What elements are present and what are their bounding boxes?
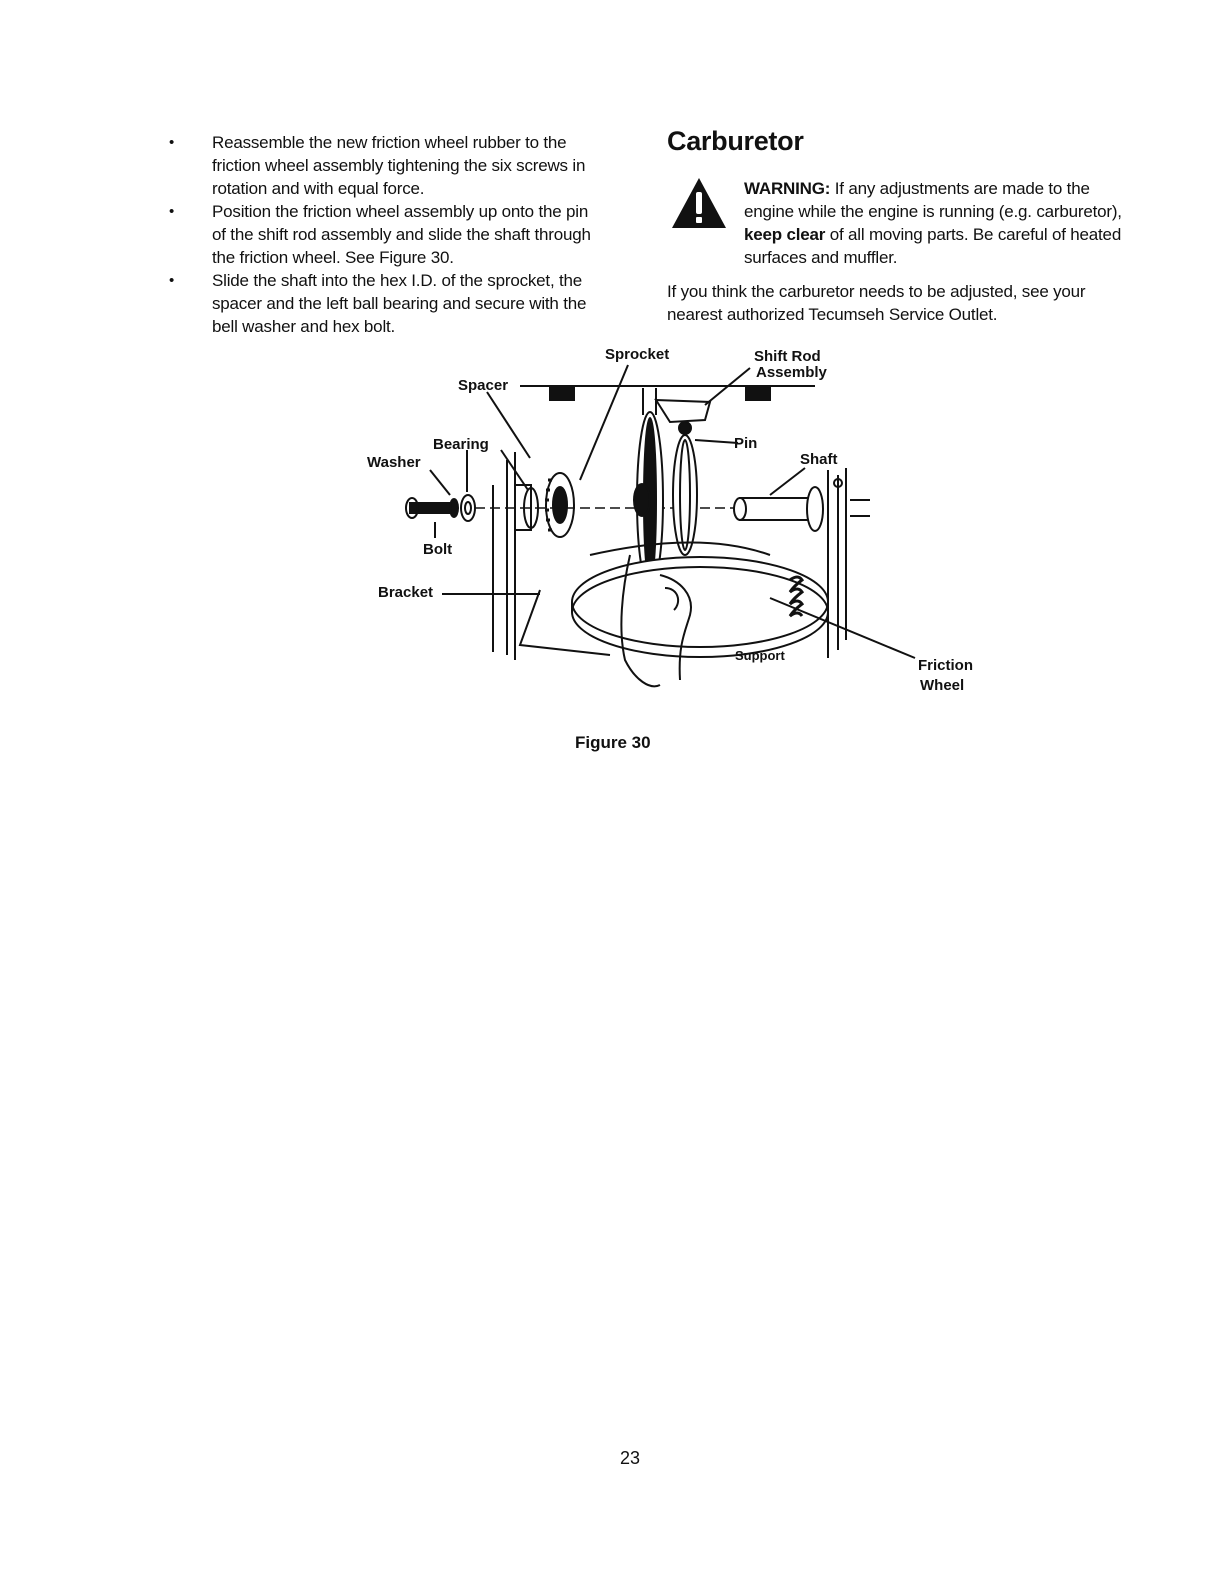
warning-triangle-icon	[671, 177, 727, 229]
list-item	[165, 131, 605, 200]
label-shift-rod: Shift Rod	[754, 348, 821, 365]
bullet-text: Position the friction wheel assembly up onto the pin of the shift rod assembly and slide the shaft through the friction wheel. See Figure 30.	[212, 202, 591, 267]
label-assembly: Assembly	[756, 364, 827, 381]
label-shaft: Shaft	[800, 451, 838, 468]
bullet-text: Slide the shaft into the hex I.D. of the sprocket, the spacer and the left ball bearing and secure with the bell washer and hex bolt.	[212, 271, 587, 336]
warning-emphasis: keep clear	[744, 225, 826, 244]
label-washer: Washer	[367, 454, 421, 471]
label-bracket: Bracket	[378, 584, 434, 601]
label-spacer: Spacer	[458, 377, 509, 394]
figure-caption: Figure 30	[575, 733, 651, 752]
section-heading: Carburetor	[667, 126, 804, 156]
label-bearing: Bearing	[433, 436, 489, 453]
bullet-icon: •	[169, 272, 175, 289]
bullet-text: Reassemble the new friction wheel rubber to the friction wheel assembly tightening the six screws in rotation and with equal force.	[212, 133, 586, 198]
figure-30	[360, 340, 1000, 700]
instruction-list	[165, 131, 605, 338]
label-pin: Pin	[734, 435, 758, 452]
label-bolt: Bolt	[423, 541, 453, 558]
warning-body-2: of all moving parts. Be careful of heated surfaces and muffler.	[744, 225, 1122, 267]
list-item	[165, 200, 605, 269]
bullet-icon: •	[169, 203, 175, 220]
list-item	[165, 269, 605, 338]
page-number: 23	[620, 1448, 641, 1468]
warning-text	[744, 177, 1124, 269]
label-friction: Friction	[918, 657, 973, 674]
bullet-icon: •	[169, 134, 175, 151]
warning-body-1: If any adjustments are made to the engine while the engine is running (e.g. carburetor),	[744, 179, 1122, 221]
warning-label: WARNING:	[744, 179, 831, 198]
label-sprocket: Sprocket	[605, 346, 670, 363]
label-support: Support	[735, 648, 785, 663]
label-wheel: Wheel	[920, 677, 965, 694]
friction-wheel-drawing	[360, 340, 1000, 700]
carburetor-paragraph: If you think the carburetor needs to be adjusted, see your nearest authorized Tecumseh Service Outlet.	[667, 282, 1086, 324]
